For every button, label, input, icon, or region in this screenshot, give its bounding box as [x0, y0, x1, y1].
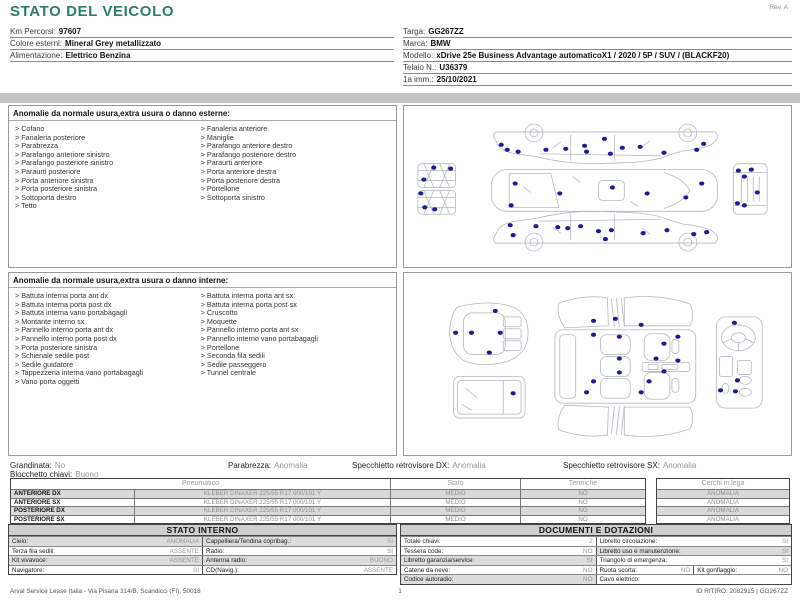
- tyre-row: [11, 489, 645, 498]
- status-specchietto-dx: [352, 461, 486, 470]
- exterior-item: > Parafango anteriore destro: [201, 142, 394, 151]
- field-label: 1a imm.:: [403, 75, 434, 84]
- table-row: [401, 565, 791, 575]
- tyre-model: KLEBER DINAXER 225/55 R17 000/101 Y: [135, 490, 391, 498]
- row-label: Navigatore:: [12, 566, 45, 574]
- header-left-fields: [10, 26, 394, 62]
- exterior-anomalies-title: Anomalie da normale usura,extra usura o danno esterne:: [9, 106, 396, 121]
- revision-label: Rev. A: [769, 4, 788, 11]
- interior-item: > Sedile passeggero: [201, 361, 394, 370]
- row-value: ASSENTE: [169, 557, 199, 564]
- interior-item: > Tappezzeria interna vano portabagagli: [15, 369, 201, 378]
- exterior-item: > Porta anteriore destra: [201, 168, 394, 177]
- field-label: Modello:: [403, 51, 434, 60]
- interior-item: > Portellone: [201, 344, 394, 353]
- field-label: Marca:: [403, 39, 428, 48]
- row-value: NO: [680, 566, 691, 574]
- exterior-item: > Sottoporta sinistro: [201, 194, 394, 203]
- column-header-cerchi: Cerchi in lega: [701, 480, 745, 487]
- table-row: [401, 536, 791, 546]
- exterior-item: > Parafango anteriore sinistro: [15, 151, 201, 160]
- page-title: STATO DEL VEICOLO: [10, 3, 175, 20]
- field-value: Mineral Grey metallizzato: [65, 39, 162, 48]
- exterior-item: > Fanaleria posteriore: [15, 134, 201, 143]
- exterior-item: > Parafango posteriore sinistro: [15, 159, 201, 168]
- interior-item: > Cruscotto: [201, 309, 394, 318]
- tyre-model: KLEBER DINAXER 225/55 R17 000/101 Y: [135, 516, 391, 524]
- table-row: [401, 555, 791, 565]
- row-label: CD(Navig.):: [206, 566, 239, 574]
- interior-item: > Pannello interno vano portabagagli: [201, 335, 394, 344]
- tyre-stato: MEDIO: [391, 507, 521, 515]
- tyre-position: POSTERIORE DX: [11, 507, 135, 515]
- row-label: Radio:: [206, 547, 225, 555]
- field-value: 97607: [58, 27, 82, 36]
- footer-id-ritiro: ID RITIRO: 2082915 | GG267ZZ: [696, 588, 788, 595]
- row-value: ASSENTE: [169, 547, 199, 555]
- field-modello: [403, 50, 792, 62]
- row-value: SI: [782, 557, 788, 564]
- exterior-col1: [15, 125, 201, 211]
- exterior-item: > Maniglie: [201, 134, 394, 143]
- row-value: SI: [782, 547, 788, 555]
- field-prima-imm: [403, 74, 792, 86]
- field-alimentazione: [10, 50, 394, 62]
- interior-item: > Pannello interno porta ant dx: [15, 326, 201, 335]
- interior-item: > Moquette: [201, 318, 394, 327]
- tyre-stato: MEDIO: [391, 490, 521, 498]
- documenti-table: [400, 524, 792, 585]
- row-label: Totale chiavi:: [404, 538, 441, 545]
- interior-col1: [15, 292, 201, 387]
- row-label: Antenna radio:: [206, 557, 247, 564]
- status-value: No: [54, 461, 66, 470]
- row-label: Libretto garanzia/service:: [404, 557, 475, 564]
- row-label: Ruota scorta:: [599, 566, 637, 574]
- row-label: Codice autoradio:: [404, 576, 454, 583]
- interior-item: > Tunnel centrale: [201, 369, 394, 378]
- exterior-item: > Portellone: [201, 185, 394, 194]
- page-number: 1: [398, 588, 402, 595]
- exterior-damage-markers: [418, 137, 760, 241]
- status-grandinata: [10, 461, 65, 470]
- row-value: NO: [583, 576, 593, 583]
- row-label: Catene da neve:: [404, 566, 451, 574]
- tyre-table: [10, 478, 646, 524]
- table-row: [9, 555, 396, 565]
- tyre-model: KLEBER DINAXER 225/55 R17 000/101 Y: [135, 507, 391, 515]
- status-label: Blocchetto chiavi:: [10, 470, 73, 479]
- tyre-stato: MEDIO: [391, 499, 521, 507]
- field-km: [10, 26, 394, 38]
- cerchi-row: [657, 498, 789, 507]
- row-value: NO: [583, 547, 593, 555]
- row-value: BUONO: [369, 557, 393, 564]
- row-value: SI: [387, 538, 393, 545]
- column-header-stato: Stato: [391, 479, 521, 489]
- row-value: ANOMALIA: [166, 538, 199, 545]
- interior-item: > Battuta interna vano portabagagli: [15, 309, 201, 318]
- field-marca: [403, 38, 792, 50]
- row-value: [788, 575, 791, 584]
- interior-item: > Pannello interno porta post dx: [15, 335, 201, 344]
- interior-item: > Sedile guidatore: [15, 361, 201, 370]
- separator-band: [0, 93, 800, 103]
- tyre-row: [11, 498, 645, 507]
- row-value: 2: [588, 538, 593, 545]
- stato-interno-table: [8, 524, 397, 575]
- row-label: Cielo:: [12, 538, 29, 545]
- row-value: SI: [387, 547, 393, 555]
- field-telaio: [403, 62, 792, 74]
- cerchi-value: ANOMALIA: [707, 507, 739, 514]
- tyre-position: ANTERIORE SX: [11, 499, 135, 507]
- tyre-termiche: NO: [578, 490, 588, 497]
- status-value: Anomalia: [452, 461, 486, 470]
- row-value: SI: [782, 538, 788, 545]
- tyre-row: [11, 515, 645, 524]
- field-label: Colore esterni:: [10, 39, 63, 48]
- exterior-damage-diagram: [403, 105, 792, 268]
- tyre-stato: MEDIO: [391, 516, 521, 524]
- field-colore: [10, 38, 394, 50]
- interior-item: > Battuta interna porta post dx: [15, 301, 201, 310]
- cerchi-row: [657, 506, 789, 515]
- exterior-item: > Porta posteriore sinistra: [15, 185, 201, 194]
- interior-item: > Seconda fila sedili: [201, 352, 394, 361]
- footer-company-address: Arval Service Lease Italia - Via Pisana 314/B, Scandicci (FI), 50018: [10, 588, 201, 595]
- status-label: Specchietto retrovisore SX:: [563, 461, 660, 470]
- row-label: Kit gonfiaggio:: [697, 566, 738, 574]
- field-label: Alimentazione:: [10, 51, 63, 60]
- interior-item: > Pannello interno porta ant sx: [201, 326, 394, 335]
- row-value: NO: [583, 566, 593, 574]
- table-row: [9, 565, 396, 575]
- stato-interno-title: STATO INTERNO: [9, 525, 396, 536]
- car-interior-diagram: [404, 273, 791, 455]
- tyre-position: ANTERIORE DX: [11, 490, 135, 498]
- tyre-model: KLEBER DINAXER 225/55 R17 000/101 Y: [135, 499, 391, 507]
- car-exterior-diagram: [404, 106, 791, 267]
- row-label: Terza fila sedili:: [12, 547, 56, 555]
- field-value: U36379: [439, 63, 468, 72]
- exterior-anomalies-section: [8, 105, 397, 268]
- field-label: Telaio N.:: [403, 63, 437, 72]
- row-label: Libretto circolazione:: [599, 538, 658, 545]
- exterior-item: > Porta anteriore sinistra: [15, 177, 201, 186]
- row-value: SI: [193, 566, 199, 574]
- tyre-position: POSTERIORE SX: [11, 516, 135, 524]
- cerchi-value: ANOMALIA: [707, 515, 739, 523]
- interior-anomalies-section: [8, 272, 397, 456]
- exterior-item: > Tetto: [15, 202, 201, 211]
- tyre-termiche: NO: [578, 507, 588, 514]
- row-value: SI: [586, 557, 593, 564]
- row-label: Cappelliera/Tendina copribag.:: [206, 538, 292, 545]
- status-label: Parabrezza:: [228, 461, 272, 470]
- tyre-termiche: NO: [578, 515, 588, 523]
- tyre-row: [11, 506, 645, 515]
- field-targa: [403, 26, 792, 38]
- exterior-item: > Cofano: [15, 125, 201, 134]
- status-label: Specchietto retrovisore DX:: [352, 461, 450, 470]
- interior-col2: [201, 292, 394, 387]
- table-row: [401, 574, 791, 584]
- exterior-item: > Paraurti anteriore: [201, 159, 394, 168]
- status-specchietto-sx: [563, 461, 696, 470]
- exterior-item: > Paraurti posteriore: [15, 168, 201, 177]
- exterior-item: > Sottoporta destro: [15, 194, 201, 203]
- interior-item: > Battuta interna porta ant dx: [15, 292, 201, 301]
- cerchi-table: [656, 478, 790, 524]
- tyre-table-header: [11, 479, 645, 489]
- field-value: 25/10/2021: [436, 75, 477, 84]
- status-parabrezza: [228, 461, 308, 470]
- field-value: Elettrico Benzina: [65, 51, 131, 60]
- interior-item: > Schienale sedile post: [15, 352, 201, 361]
- interior-item: > Montante interno sx: [15, 318, 201, 327]
- status-label: Grandinata:: [10, 461, 52, 470]
- row-label: Kit vivavoce:: [12, 557, 48, 564]
- interior-item: > Battuta interna porta post sx: [201, 301, 394, 310]
- interior-item: > Vano porta oggetti: [15, 378, 201, 387]
- table-row: [9, 536, 396, 546]
- table-row: [9, 546, 396, 556]
- status-value: Buono: [75, 470, 99, 479]
- exterior-col2: [201, 125, 394, 211]
- tyre-termiche: NO: [578, 498, 588, 506]
- exterior-item: > Porta posteriore destra: [201, 177, 394, 186]
- cerchi-row: [657, 515, 789, 524]
- documenti-title: DOCUMENTI E DOTAZIONI: [401, 525, 791, 536]
- field-value: BMW: [430, 39, 451, 48]
- field-label: Targa:: [403, 27, 426, 36]
- status-value: Anomalia: [662, 461, 697, 470]
- interior-damage-markers: [453, 309, 740, 396]
- field-value: GG267ZZ: [428, 27, 464, 36]
- cerchi-row: [657, 489, 789, 498]
- column-header-termiche: Termiche: [568, 480, 598, 487]
- header-right-fields: [403, 26, 792, 86]
- field-label: Km Percorsi:: [10, 27, 56, 36]
- interior-damage-diagram: [403, 272, 792, 456]
- field-value: xDrive 25e Business Advantage automaticoX1 / 2020 / 5P / SUV / (BLACKF20): [436, 51, 730, 60]
- row-value: NO: [778, 566, 788, 574]
- row-label: Tessera code:: [404, 547, 444, 555]
- row-label: Libretto uso e manutenzione:: [599, 547, 681, 555]
- table-row: [401, 546, 791, 556]
- exterior-item: > Parafango posteriore destro: [201, 151, 394, 160]
- column-header-pneumatico: Pneumatico: [11, 479, 391, 489]
- cerchi-value: ANOMALIA: [707, 498, 739, 506]
- exterior-item: > Parabrezza: [15, 142, 201, 151]
- cerchi-table-header: [657, 479, 789, 489]
- status-value: Anomalia: [274, 461, 308, 470]
- row-label: Cavo elettrico:: [599, 576, 640, 583]
- row-value: ASSENTE: [363, 566, 393, 574]
- interior-anomalies-title: Anomalie da normale usura,extra usura o danno interne:: [9, 273, 396, 288]
- interior-item: > Porta posteriore sinistra: [15, 344, 201, 353]
- row-label: Triangolo di emergenza:: [599, 557, 668, 564]
- interior-item: > Battuta interna porta ant sx: [201, 292, 394, 301]
- cerchi-value: ANOMALIA: [707, 490, 739, 497]
- exterior-item: > Fanaleria anteriore: [201, 125, 394, 134]
